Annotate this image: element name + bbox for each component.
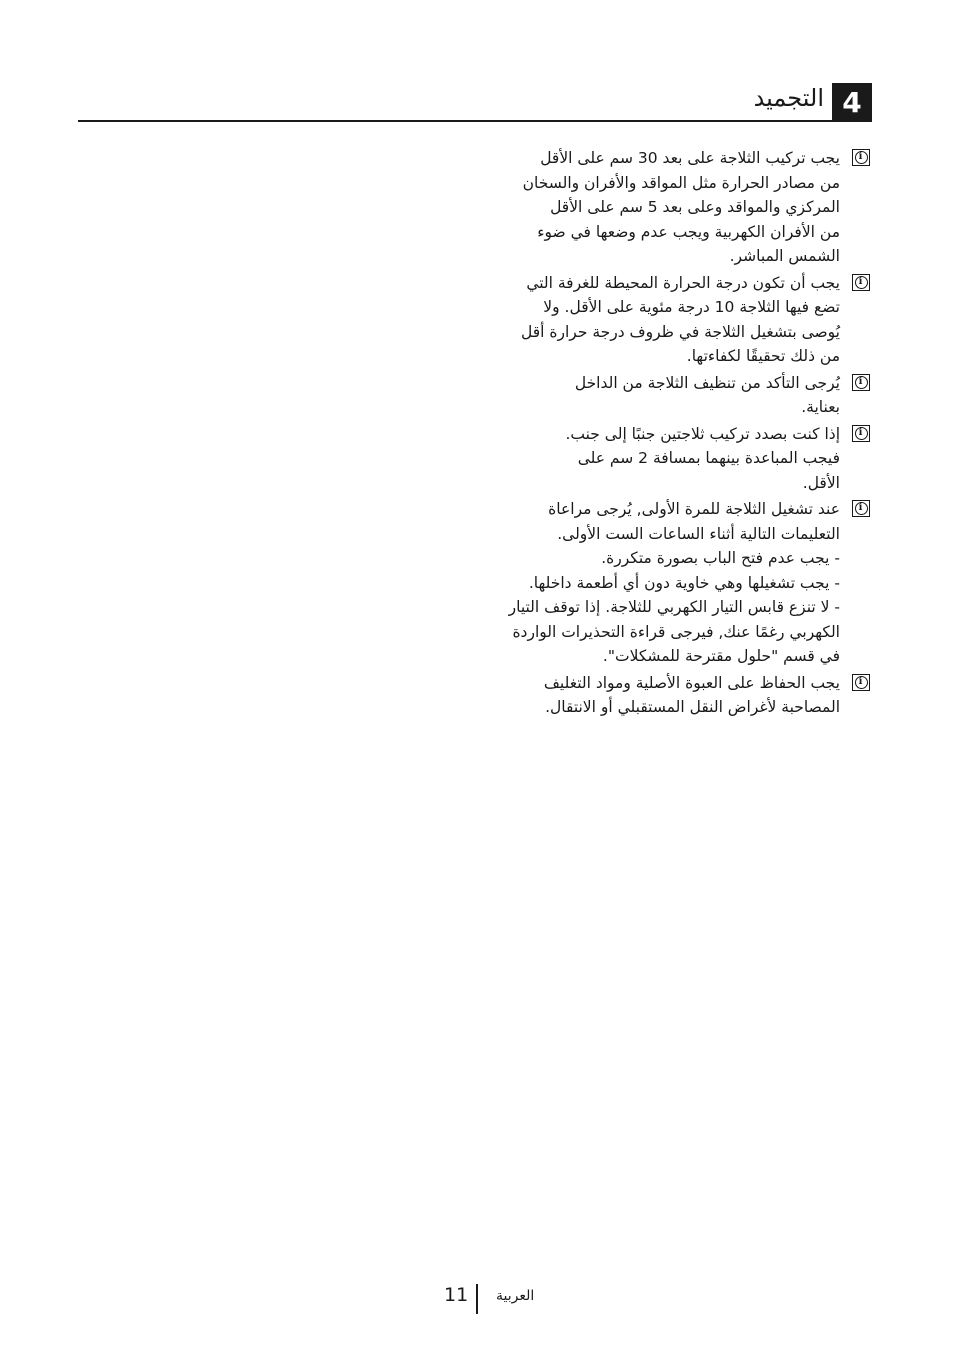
bullet-item: - لا تنزع قابس التيار الكهربي للثلاجة. إذا توقف التيار الكهربي رغمًا عنك, فيرجى قراءة التحذيرات الواردة في قسم "حلول مقترحة للمشكلات". bbox=[508, 598, 840, 665]
note-text: عند تشغيل الثلاجة للمرة الأولى, يُرجى مراعاة التعليمات التالية أثناء الساعات الست الأولى. bbox=[548, 500, 840, 543]
notes-column bbox=[470, 146, 872, 722]
note-item bbox=[470, 371, 872, 420]
note-text: إذا كنت بصدد تركيب ثلاجتين جنبًا إلى جنب. فيجب المباعدة بينهما بمسافة 2 سم على الأقل. bbox=[565, 424, 840, 492]
note-text: يجب أن تكون درجة الحرارة المحيطة للغرفة التي تضع فيها الثلاجة 10 درجة مئوية على الأقل. ولا يُوصى بتشغيل الثلاجة في ظروف درجة حرارة أقل من ذلك تحقيقًا لكفاءتها. bbox=[521, 273, 840, 365]
note-text: يُرجى التأكد من تنظيف الثلاجة من الداخل بعناية. bbox=[574, 373, 840, 416]
note-item bbox=[470, 271, 872, 369]
section-number-badge: 4 bbox=[832, 83, 872, 121]
info-icon bbox=[852, 374, 870, 391]
footer-divider bbox=[476, 1284, 478, 1314]
note-item bbox=[470, 422, 872, 496]
note-item bbox=[470, 497, 872, 669]
page-number: 11 bbox=[444, 1284, 469, 1306]
page-footer bbox=[440, 1284, 550, 1314]
bullet-item: - يجب تشغيلها وهي خاوية دون أي أطعمة داخلها. bbox=[528, 573, 840, 592]
info-icon bbox=[852, 274, 870, 291]
footer-language: العربية bbox=[496, 1288, 535, 1304]
note-text: يجب الحفاظ على العبوة الأصلية ومواد التغليف المصاحبة لأغراض النقل المستقبلي أو الانتقال. bbox=[543, 673, 840, 716]
bullet-list bbox=[470, 546, 872, 669]
section-title: التجميد bbox=[753, 84, 824, 112]
info-icon bbox=[852, 425, 870, 442]
info-icon bbox=[852, 674, 870, 691]
note-item bbox=[470, 671, 872, 720]
info-icon bbox=[852, 149, 870, 166]
note-item bbox=[470, 146, 872, 269]
note-text: يجب تركيب الثلاجة على بعد 30 سم على الأقل من مصادر الحرارة مثل المواقد والأفران والسخان المركزي والمواقد وعلى بعد 5 سم على الأقل من الأفران الكهربية ويجب عدم وضعها في ضوء الشمس المباشر. bbox=[522, 149, 840, 265]
bullet-item: - يجب عدم فتح الباب بصورة متكررة. bbox=[601, 549, 840, 567]
info-icon bbox=[852, 500, 870, 517]
section-header bbox=[78, 80, 872, 122]
